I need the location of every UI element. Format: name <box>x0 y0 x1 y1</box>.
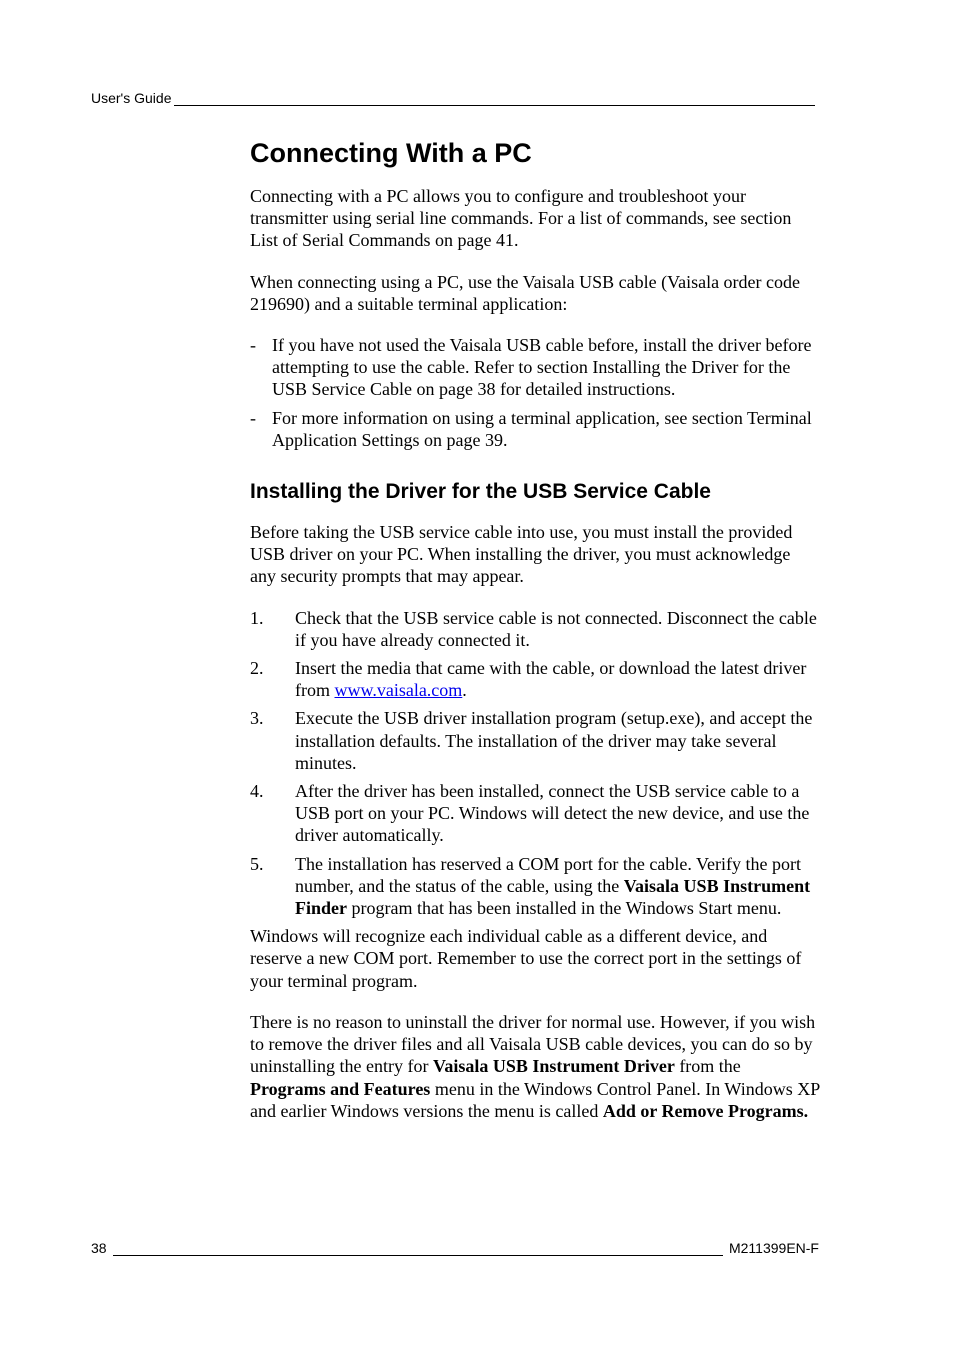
bullet-marker: - <box>250 335 256 356</box>
bullet-marker: - <box>250 407 256 428</box>
step-number: 3. <box>250 708 264 729</box>
subsection-intro: Before taking the USB service cable into use, you must install the provided USB driver on your PC. When installing the driver, you must acknowledge any security prompts that may appear. <box>250 522 793 587</box>
page-footer <box>91 1240 819 1256</box>
driver-entry-name: Vaisala USB Instrument Driver <box>432 1056 675 1077</box>
subsection-paragraph-uninstall: There is no reason to uninstall the driver for normal use. However, if you wish to remove the driver files and all Vaisala USB cable devices, you can do so by uninstalling the entry for Vaisala USB Instrument Driver from the Programs and Features menu in the Windows Control Panel. In Windows XP and earlier Windows versions the menu is called Add or Remove Programs. <box>250 1011 820 1121</box>
page-content <box>250 132 820 1141</box>
page-header <box>91 90 815 106</box>
section-paragraph-1: Connecting with a PC allows you to configure and troubleshoot your transmitter using serial line commands. For a list of commands, see section List of Serial Commands on page 41. <box>250 186 792 251</box>
list-item <box>250 853 820 920</box>
subsection-title: Installing the Driver for the USB Service Cable <box>250 480 711 504</box>
step-text: Check that the USB service cable is not connected. Disconnect the cable if you have already connected it. <box>295 607 817 650</box>
subsection-paragraph-after-steps: Windows will recognize each individual cable as a different device, and reserve a new COM port. Remember to use the correct port in the settings of your terminal program. <box>250 926 802 991</box>
step-list <box>250 607 820 920</box>
step-number: 1. <box>250 607 264 628</box>
list-item <box>250 607 820 651</box>
step-number: 5. <box>250 853 264 874</box>
footer-rule <box>113 1241 723 1256</box>
step-number: 4. <box>250 781 264 802</box>
step-text: After the driver has been installed, connect the USB service cable to a USB port on your PC. Windows will detect the new device, and use the driver automatically. <box>295 781 810 846</box>
list-item <box>250 657 820 701</box>
step-text: Insert the media that came with the cable, or download the latest driver from www.vaisala.com. <box>295 658 807 701</box>
list-item <box>250 334 820 401</box>
list-item <box>250 707 820 774</box>
list-item <box>250 780 820 847</box>
header-rule <box>174 91 815 106</box>
bullet-text: If you have not used the Vaisala USB cable before, install the driver before attempting to use the cable. Refer to section Installing the Driver for the USB Service Cable on page 38 for detailed instructions. <box>272 335 812 400</box>
section-paragraph-2: When connecting using a PC, use the Vaisala USB cable (Vaisala order code 219690) and a suitable terminal application: <box>250 271 801 314</box>
step-text: Execute the USB driver installation program (setup.exe), and accept the installation defaults. The installation of the driver may take several minutes. <box>295 708 813 773</box>
step-number: 2. <box>250 658 264 679</box>
list-item <box>250 407 820 451</box>
step-text: The installation has reserved a COM port for the cable. Verify the port number, and the status of the cable, using the Vaisala USB Instrument Finder program that has been installed in the Windows Start menu. <box>295 853 811 919</box>
bullet-list <box>250 334 820 451</box>
header-title: User's Guide <box>91 90 172 106</box>
legacy-menu-name: Add or Remove Programs. <box>602 1100 809 1121</box>
bullet-text: For more information on using a terminal application, see section Terminal Application Settings on page 39. <box>272 407 812 450</box>
section-title: Connecting With a PC <box>250 138 532 168</box>
vaisala-website-link[interactable]: www.vaisala.com <box>334 680 463 701</box>
document-code: M211399EN-F <box>728 1240 819 1256</box>
program-name: Vaisala USB Instrument Finder <box>295 875 811 919</box>
page-number: 38 <box>91 1240 107 1256</box>
menu-name: Programs and Features <box>250 1078 431 1099</box>
